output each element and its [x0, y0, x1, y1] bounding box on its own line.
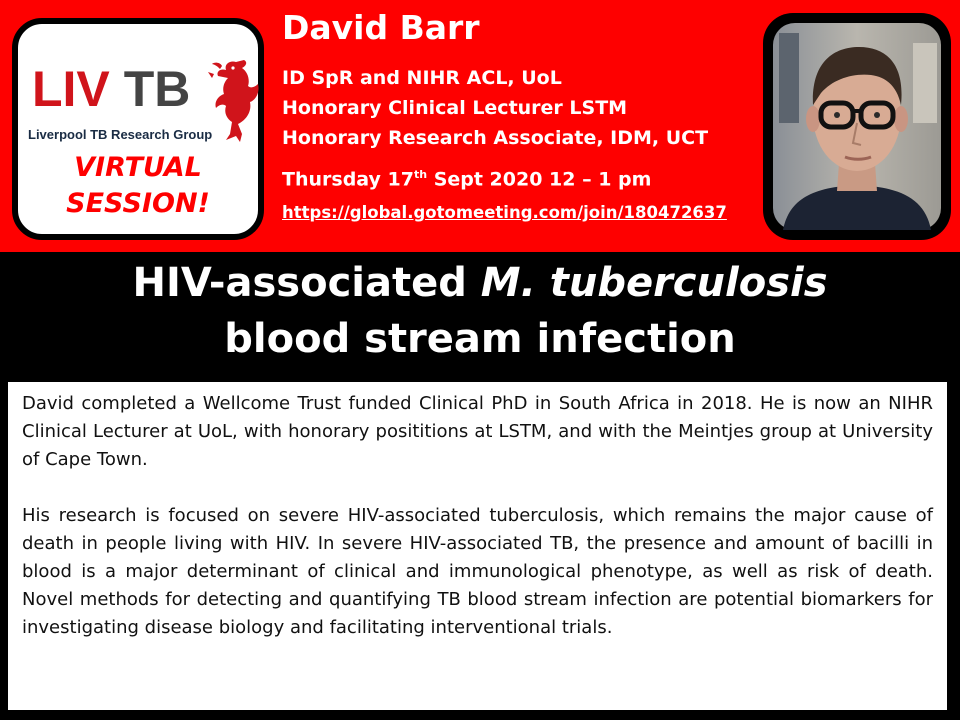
- abstract-paragraph-2: His research is focused on severe HIV-associated tuberculosis, which remains the major cause of death in people living with HIV. In severe HIV-associated TB, the presence and amount of bacilli in blood is a major determinant of clinical and immunological phenotype, as well as risk of death. Novel methods for detecting and quantifying TB blood stream infection are potential biomarkers for investigating disease biology and facilitating interventional trials.: [22, 505, 933, 638]
- event-date-ordinal: th: [413, 168, 428, 181]
- speaker-titles: [282, 63, 708, 153]
- event-date-time: Sept 2020 12 – 1 pm: [427, 168, 652, 191]
- talk-title-part1: HIV-associated: [132, 260, 481, 306]
- abstract-paragraph-1: David completed a Wellcome Trust funded Clinical PhD in South Africa in 2018. He is now an NIHR Clinical Lecturer at UoL, with honorary posititions at LSTM, and with the Meintjes group at University of Cape Town.: [22, 393, 933, 470]
- liver-bird-icon: [206, 56, 264, 146]
- talk-title-line1: [0, 255, 960, 311]
- talk-title-italic: M. tuberculosis: [480, 260, 828, 306]
- speaker-name: David Barr: [282, 8, 480, 47]
- speaker-photo: [763, 13, 951, 240]
- speaker-title-3: Honorary Research Associate, IDM, UCT: [282, 127, 709, 149]
- event-date: [282, 168, 651, 190]
- speaker-portrait-image: [773, 23, 941, 230]
- virtual-session-label: [18, 150, 258, 222]
- virtual-session-line1: VIRTUAL: [74, 152, 202, 183]
- event-date-prefix: Thursday 17: [282, 168, 414, 191]
- logo-text-tb: TB: [123, 61, 191, 117]
- logo-wordmark: [32, 61, 191, 117]
- logo-subtitle: Liverpool TB Research Group: [28, 127, 213, 142]
- virtual-session-line2: SESSION!: [66, 188, 210, 219]
- liv-tb-logo-card: [12, 18, 264, 240]
- abstract-box: [6, 380, 949, 712]
- speaker-title-1: ID SpR and NIHR ACL, UoL: [282, 67, 562, 89]
- speaker-title-2: Honorary Clinical Lecturer LSTM: [282, 97, 628, 119]
- meeting-link[interactable]: https://global.gotomeeting.com/join/180472637: [282, 203, 727, 222]
- talk-title-line2: blood stream infection: [224, 316, 736, 362]
- logo-text-liv: LIV: [32, 61, 110, 117]
- talk-title: [0, 255, 960, 367]
